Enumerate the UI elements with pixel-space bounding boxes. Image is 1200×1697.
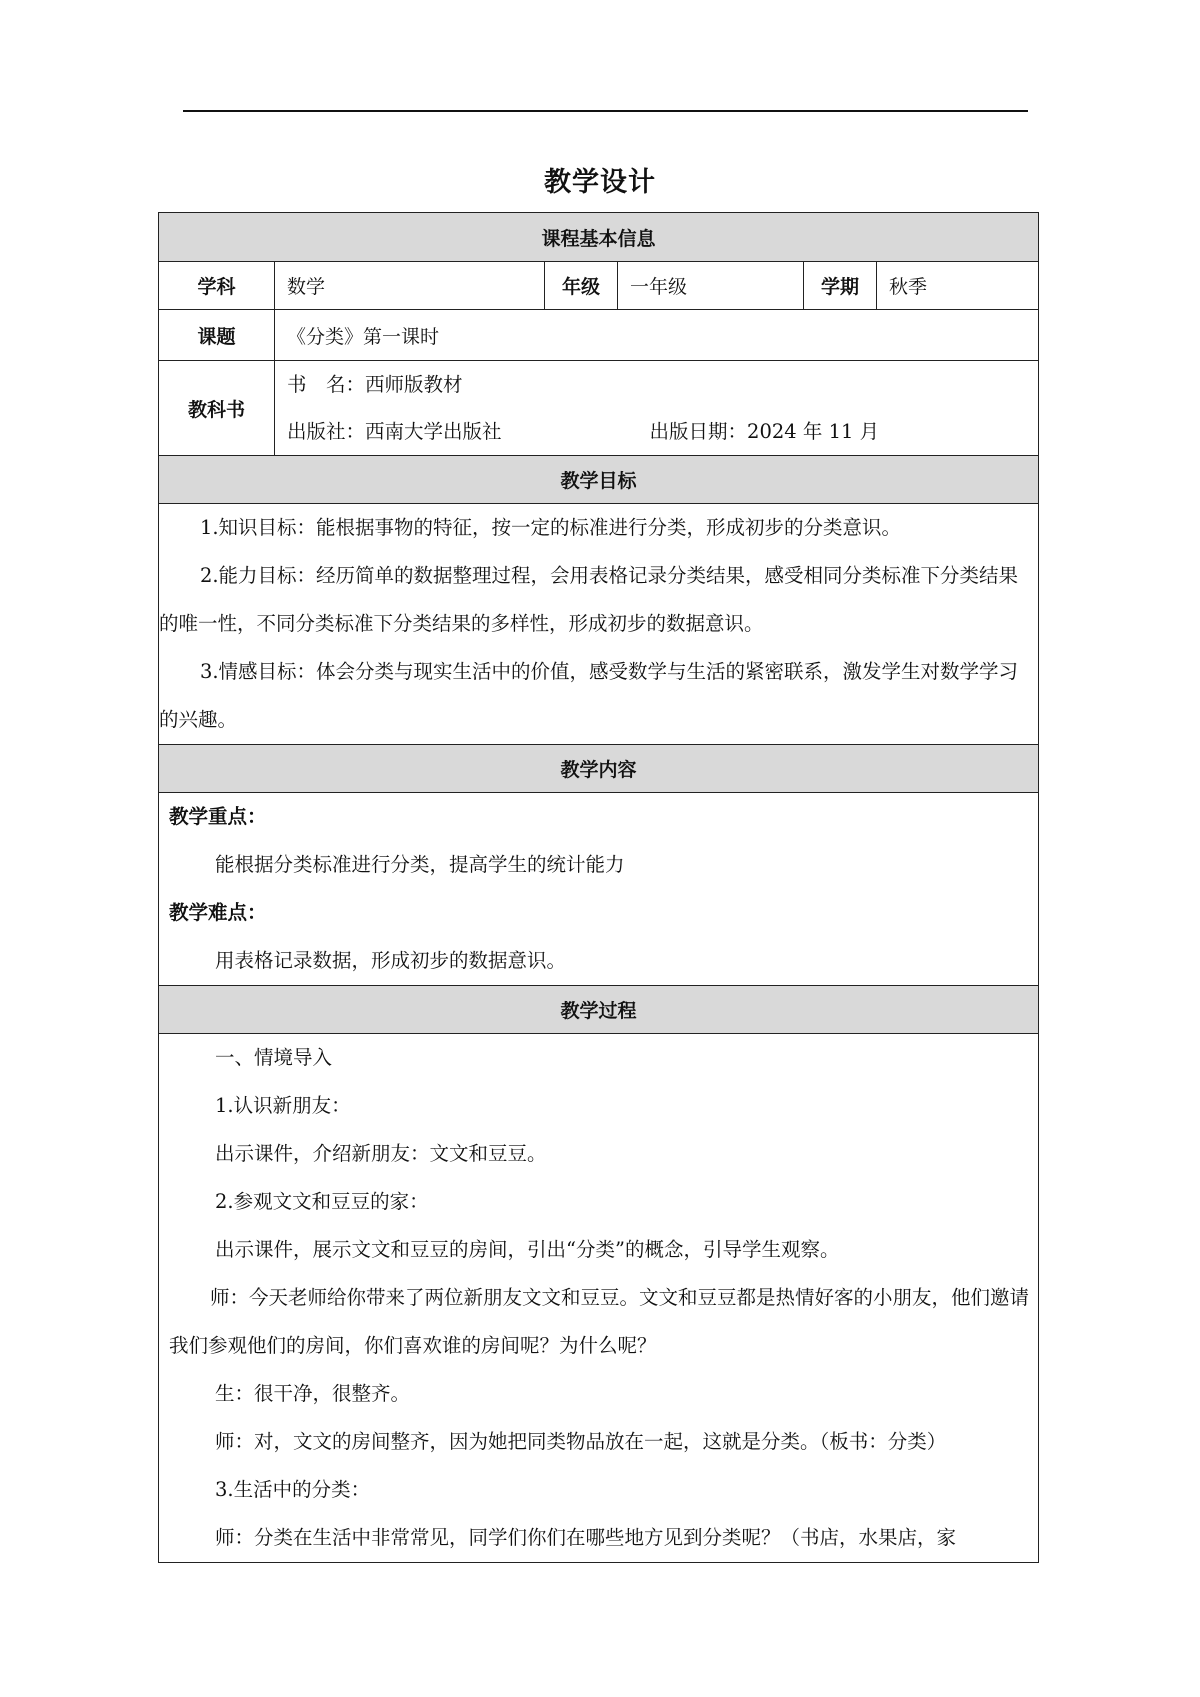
process-line: 1.认识新朋友： xyxy=(215,1094,351,1117)
objective-item: 2.能力目标：经历简单的数据整理过程，会用表格记录分类结果，感受相同分类标准下分类结果的唯一性，不同分类标准下分类结果的多样性，形成初步的数据意识。 xyxy=(159,564,1019,635)
objectives-body xyxy=(159,504,1039,745)
textbook-label: 教科书 xyxy=(159,361,275,456)
grade-value: 一年级 xyxy=(618,262,804,310)
header-rule xyxy=(183,110,1028,112)
objective-item: 3.情感目标：体会分类与现实生活中的价值，感受数学与生活的紧密联系，激发学生对数学学习的兴趣。 xyxy=(159,660,1019,731)
subject-value: 数学 xyxy=(275,262,545,310)
process-body xyxy=(159,1034,1039,1563)
book-name-label: 书 名： xyxy=(287,373,366,396)
content-header: 教学内容 xyxy=(159,745,1039,793)
publisher-label: 出版社： xyxy=(287,420,366,443)
objective-item: 1.知识目标：能根据事物的特征，按一定的标准进行分类，形成初步的分类意识。 xyxy=(199,516,902,539)
difficulty-label: 教学难点： xyxy=(169,901,267,924)
grade-label: 年级 xyxy=(545,262,618,310)
process-line: 师：分类在生活中非常常见，同学们你们在哪些地方见到分类呢？（书店，水果店，家 xyxy=(215,1526,957,1549)
pub-date-label: 出版日期： xyxy=(649,420,748,443)
key-point-label: 教学重点： xyxy=(169,805,267,828)
process-line: 生：很干净，很整齐。 xyxy=(215,1382,411,1405)
topic-value: 《分类》第一课时 xyxy=(275,310,1039,361)
difficulty-text: 用表格记录数据，形成初步的数据意识。 xyxy=(215,949,567,972)
objectives-header: 教学目标 xyxy=(159,456,1039,504)
process-line: 出示课件，展示文文和豆豆的房间，引出“分类”的概念，引导学生观察。 xyxy=(215,1238,840,1261)
process-line: 2.参观文文和豆豆的家： xyxy=(215,1190,429,1213)
process-line: 一、情境导入 xyxy=(215,1046,333,1069)
book-name-line xyxy=(275,361,1038,408)
topic-label: 课题 xyxy=(159,310,275,361)
document-title: 教学设计 xyxy=(544,167,656,198)
subject-label: 学科 xyxy=(159,262,275,310)
pub-date-value: 2024 年 11 月 xyxy=(747,420,880,443)
basic-info-header: 课程基本信息 xyxy=(159,213,1039,262)
process-line: 师：对，文文的房间整齐，因为她把同类物品放在一起，这就是分类。（板书：分类） xyxy=(215,1430,947,1453)
textbook-info xyxy=(275,361,1039,456)
content-body xyxy=(159,793,1039,986)
publisher-line xyxy=(275,408,1038,455)
process-line: 3.生活中的分类： xyxy=(215,1478,371,1501)
book-name-value: 西师版教材 xyxy=(365,373,463,396)
process-header: 教学过程 xyxy=(159,986,1039,1034)
process-line: 师：今天老师给你带来了两位新朋友文文和豆豆。文文和豆豆都是热情好客的小朋友，他们邀请我们参观他们的房间，你们喜欢谁的房间呢？为什么呢？ xyxy=(169,1286,1029,1357)
term-value: 秋季 xyxy=(877,262,1039,310)
term-label: 学期 xyxy=(804,262,877,310)
key-point-text: 能根据分类标准进行分类，提高学生的统计能力 xyxy=(215,853,625,876)
publisher-value: 西南大学出版社 xyxy=(365,420,502,443)
process-line: 出示课件，介绍新朋友：文文和豆豆。 xyxy=(215,1142,547,1165)
lesson-plan-table xyxy=(158,212,1039,1563)
